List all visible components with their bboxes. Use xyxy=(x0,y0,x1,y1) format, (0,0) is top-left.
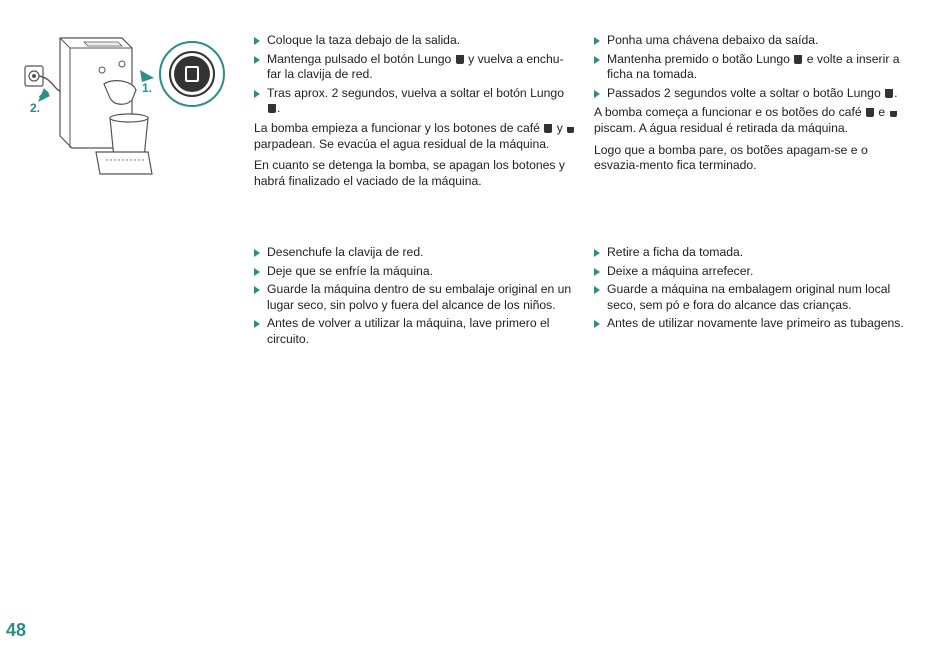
paragraph: La bomba empieza a funcionar y los botones de café y parpadean. Se evacúa el agua residual de la máquina. xyxy=(254,121,576,152)
list-item: Tras aprox. 2 segundos, vuelva a soltar el botón Lungo . xyxy=(254,86,576,117)
lungo-cup-icon xyxy=(866,108,874,117)
es-bottom-section xyxy=(254,245,576,351)
list-item: Ponha uma chávena debaixo da saída. xyxy=(594,33,916,49)
list-item: Antes de utilizar novamente lave primeiro as tubagens. xyxy=(594,316,916,332)
list-item: Retire a ficha da tomada. xyxy=(594,245,916,261)
page-number: 48 xyxy=(6,620,27,640)
list-item: Passados 2 segundos volte a soltar o botão Lungo . xyxy=(594,86,916,102)
paragraph: En cuanto se detenga la bomba, se apagan los botones y habrá finalizado el vaciado de la máquina. xyxy=(254,158,566,188)
bullet-arrow-icon xyxy=(254,268,260,276)
lungo-cup-icon xyxy=(544,124,552,133)
list-item: Mantenha premido o botão Lungo e volte a inserir a ficha na tomada. xyxy=(594,52,916,83)
espresso-cup-icon xyxy=(890,111,897,117)
bullet-arrow-icon xyxy=(594,90,600,98)
list-item: Guarde a máquina na embalagem original num local seco, sem pó e fora do alcance das crianças. xyxy=(594,282,916,313)
lungo-cup-icon xyxy=(268,104,276,113)
list-item: Antes de volver a utilizar la máquina, lave primero el circuito. xyxy=(254,316,576,347)
step-1-label: 1. xyxy=(142,81,153,95)
list-item: Deje que se enfríe la máquina. xyxy=(254,264,576,280)
pt-bottom-section xyxy=(594,245,916,335)
bullet-arrow-icon xyxy=(254,56,260,64)
bullet-arrow-icon xyxy=(254,249,260,257)
bullet-arrow-icon xyxy=(594,56,600,64)
espresso-cup-icon xyxy=(567,127,574,133)
lungo-cup-icon xyxy=(456,55,464,64)
lungo-cup-icon xyxy=(885,89,893,98)
list-item: Desenchufe la clavija de red. xyxy=(254,245,576,261)
paragraph: Logo que a bomba pare, os botões apagam-se e o esvazia-mento fica terminado. xyxy=(594,142,868,173)
bullet-arrow-icon xyxy=(254,90,260,98)
es-top-section xyxy=(254,33,576,195)
bullet-arrow-icon xyxy=(254,320,260,328)
pt-top-section xyxy=(594,33,916,180)
list-item: Deixe a máquina arrefecer. xyxy=(594,264,916,280)
list-item: Coloque la taza debajo de la salida. xyxy=(254,33,576,49)
lungo-cup-icon xyxy=(794,55,802,64)
step-2-label: 2. xyxy=(30,101,41,115)
coffee-machine-illustration xyxy=(22,28,232,188)
list-item: Mantenga pulsado el botón Lungo y vuelva a enchu-far la clavija de red. xyxy=(254,52,576,83)
bullet-arrow-icon xyxy=(594,320,600,328)
bullet-arrow-icon xyxy=(594,286,600,294)
paragraph: A bomba começa a funcionar e os botões do café e piscam. A água residual é retirada da máquina. xyxy=(594,105,916,136)
bullet-arrow-icon xyxy=(594,268,600,276)
bullet-arrow-icon xyxy=(254,37,260,45)
bullet-arrow-icon xyxy=(254,286,260,294)
bullet-arrow-icon xyxy=(594,249,600,257)
bullet-arrow-icon xyxy=(594,37,600,45)
list-item: Guarde la máquina dentro de su embalaje original en un lugar seco, sin polvo y fuera del alcance de los niños. xyxy=(254,282,576,313)
